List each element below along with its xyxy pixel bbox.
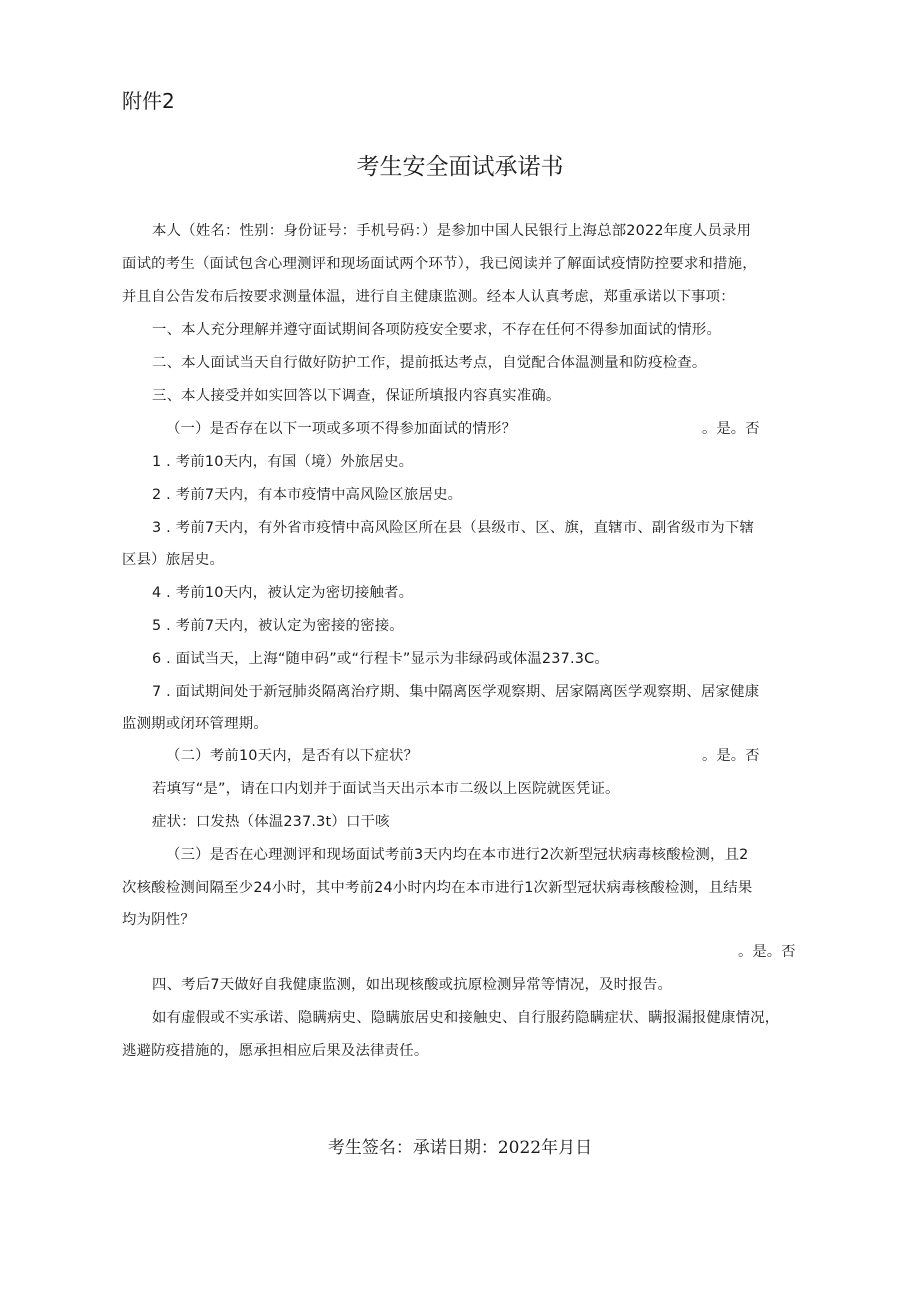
q1-item-3-cont: 区县）旅居史。 [122, 552, 225, 568]
q1-item-7-cont: 监测期或闭环管理期。 [122, 716, 268, 732]
closing-line-1: 如有虚假或不实承诺、隐瞒病史、隐瞒旅居史和接触史、自行服药隐瞒症状、瞒报漏报健康情况， [152, 1010, 780, 1026]
question-three-options[interactable]: 。是。否 [738, 944, 796, 960]
question-three-line-2: 次核酸检测间隔至少24小时，其中考前24小时内均在本市进行1次新型冠状病毒核酸检测，且结果 [122, 880, 753, 896]
intro-line-2: 面试的考生（面试包含心理测评和现场面试两个环节），我已阅读并了解面试疫情防控要求和措施， [122, 256, 757, 272]
q1-item-4: 4 . 考前10天内，被认定为密切接触者。 [152, 585, 414, 601]
q1-item-3: 3 . 考前7天内，有外省市疫情中高风险区所在县（县级市、区、旗，直辖市、副省级市为下辖 [152, 520, 755, 536]
q1-item-5: 5 . 考前7天内，被认定为密接的密接。 [152, 618, 404, 634]
q1-item-6: 6 . 面试当天，上海“随申码”或“行程卡”显示为非绿码或体温237.3C。 [152, 651, 609, 667]
q1-item-1: 1 . 考前10天内，有国（境）外旅居史。 [152, 454, 414, 470]
q1-item-2: 2 . 考前7天内，有本市疫情中高风险区旅居史。 [152, 487, 463, 503]
question-one-options[interactable]: 。是。否 [702, 421, 760, 437]
question-three-line-1: （三）是否在心理测评和现场面试考前3天内均在本市进行2次新型冠状病毒核酸检测，且2 [166, 847, 749, 863]
item-two: 二、本人面试当天自行做好防护工作，提前抵达考点，自觉配合体温测量和防疫检查。 [152, 355, 707, 371]
question-one: （一）是否存在以下一项或多项不得参加面试的情形？ [166, 421, 517, 437]
attachment-label: 附件2 [122, 89, 175, 113]
item-three: 三、本人接受并如实回答以下调查，保证所填报内容真实准确。 [152, 388, 561, 404]
q1-item-7: 7 . 面试期间处于新冠肺炎隔离治疗期、集中隔离医学观察期、居家隔离医学观察期、居家健康 [152, 684, 760, 700]
question-three-line-3: 均为阴性？ [122, 912, 195, 928]
question-two-options[interactable]: 。是。否 [702, 748, 760, 764]
intro-line-3: 并且自公告发布后按要求测量体温，进行自主健康监测。经本人认真考虑，郑重承诺以下事项： [122, 289, 735, 305]
intro-line-1: 本人（姓名：性别：身份证号：手机号码：）是参加中国人民银行上海总部2022年度人员录用 [152, 223, 752, 239]
item-one: 一、本人充分理解并遵守面试期间各项防疫安全要求，不存在任何不得参加面试的情形。 [152, 322, 722, 338]
question-two: （二）考前10天内，是否有以下症状？ [166, 748, 419, 764]
item-four: 四、考后7天做好自我健康监测，如出现核酸或抗原检测异常等情况，及时报告。 [152, 977, 673, 993]
q2-note: 若填写“是”，请在口内划并于面试当天出示本市二级以上医院就医凭证。 [152, 781, 620, 797]
q2-symptoms[interactable]: 症状：口发热（体温237.3t）口干咳 [152, 814, 390, 830]
signature-line[interactable]: 考生签名：承诺日期：2022年月日 [327, 1138, 593, 1158]
closing-line-2: 逃避防疫措施的，愿承担相应后果及法律责任。 [122, 1043, 429, 1059]
page-title: 考生安全面试承诺书 [356, 154, 564, 180]
